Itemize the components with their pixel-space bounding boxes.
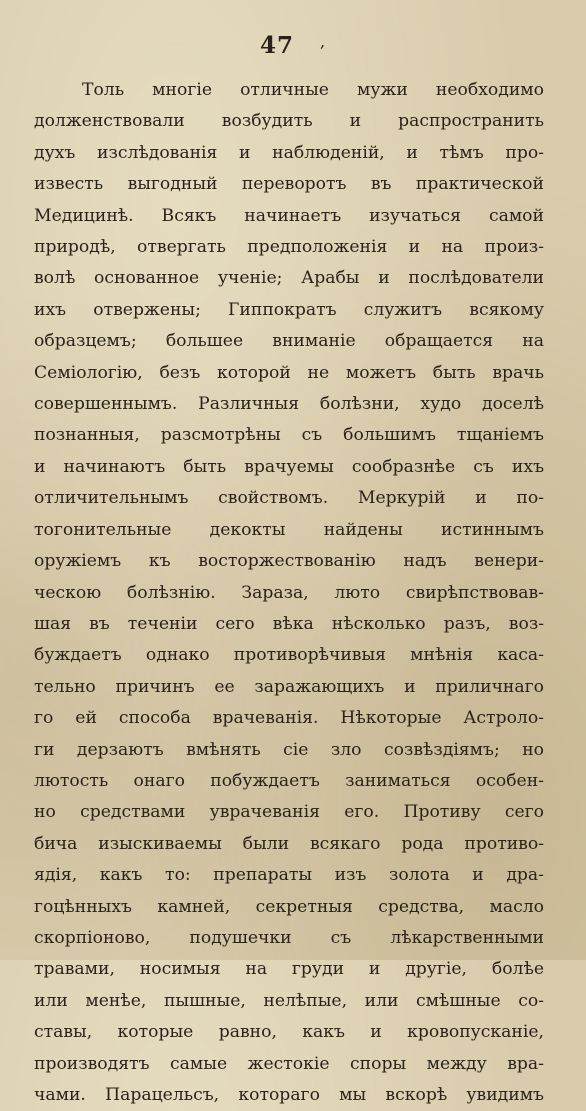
text-line: но средствами уврачеванія его. Противу сего [34,802,544,823]
text-line: травами, носимыя на груди и другіе, болѣе [34,959,544,980]
text-line: ческою болѣзнію. Зараза, люто свирѣпствовав- [34,582,544,603]
text-line: ставы, которые равно, какъ и кровопусканіе, [34,1022,544,1043]
text-line: природѣ, отвергать предположенія и на произ- [34,237,544,258]
text-line: скорпіоново, подушечки съ лѣкарственными [34,927,544,948]
text-line: ги дерзаютъ вмѣнять сіе зло созвѣздіямъ; но [34,739,544,760]
page-number-mark: , [319,32,327,51]
text-line: волѣ основанное ученіе; Арабы и послѣдователи [34,268,544,289]
text-line: оружіемъ къ восторжествованію надъ венери- [34,551,544,572]
text-line: известь выгодный переворотъ въ практической [34,174,544,195]
text-line: познанныя, разсмотрѣны съ большимъ тщаніемъ [34,425,544,446]
text-line: бича изыскиваемы были всякаго рода противо- [34,833,544,854]
text-line: Семіологію, безъ которой не можетъ быть врачь [34,362,544,383]
text-line: лютость онаго побуждаетъ заниматься особен- [34,770,544,791]
text-line: Медицинѣ. Всякъ начинаетъ изучаться самой [34,205,544,226]
text-line: Толь многіе отличные мужи необходимо [82,80,544,100]
text-line: и начинаютъ быть врачуемы сообразнѣе съ ихъ [34,456,544,477]
text-line: совершеннымъ. Различныя болѣзни, худо доселѣ [34,394,544,415]
text-line: ихъ отвержены; Гиппократъ служитъ всякому [34,299,544,320]
text-line: чами. Парацельсъ, котораго мы вскорѣ увидимъ [34,1085,544,1105]
text-line: производятъ самые жестокіе споры между вра- [34,1053,544,1074]
text-line: тогонительные декокты найдены истиннымъ [34,519,544,540]
page-number-value: 47 [259,32,294,59]
text-line: или менѣе, пышные, нелѣпые, или смѣшные со- [34,990,544,1011]
page-number [0,32,586,59]
text-line: долженствовали возбудить и распространить [34,111,544,132]
text-line: шая въ теченіи сего вѣка нѣсколько разъ, воз- [34,613,544,634]
text-line: го ей способа врачеванія. Нѣкоторые Астроло- [34,708,544,729]
text-line: гоцѣнныхъ камней, секретныя средства, масло [34,896,544,917]
body-text [34,75,544,1111]
text-line: буждаетъ однако противорѣчивыя мнѣнія каса- [34,645,544,666]
text-line: отличительнымъ свойствомъ. Меркурій и по- [34,488,544,509]
text-line: тельно причинъ ее заражающихъ и приличнаго [34,676,544,697]
text-line: духъ изслѣдованія и наблюденій, и тѣмъ про- [34,142,544,163]
text-line: ядія, какъ то: препараты изъ золота и дра- [34,865,544,886]
text-line: образцемъ; большее вниманіе обращается на [34,331,544,352]
